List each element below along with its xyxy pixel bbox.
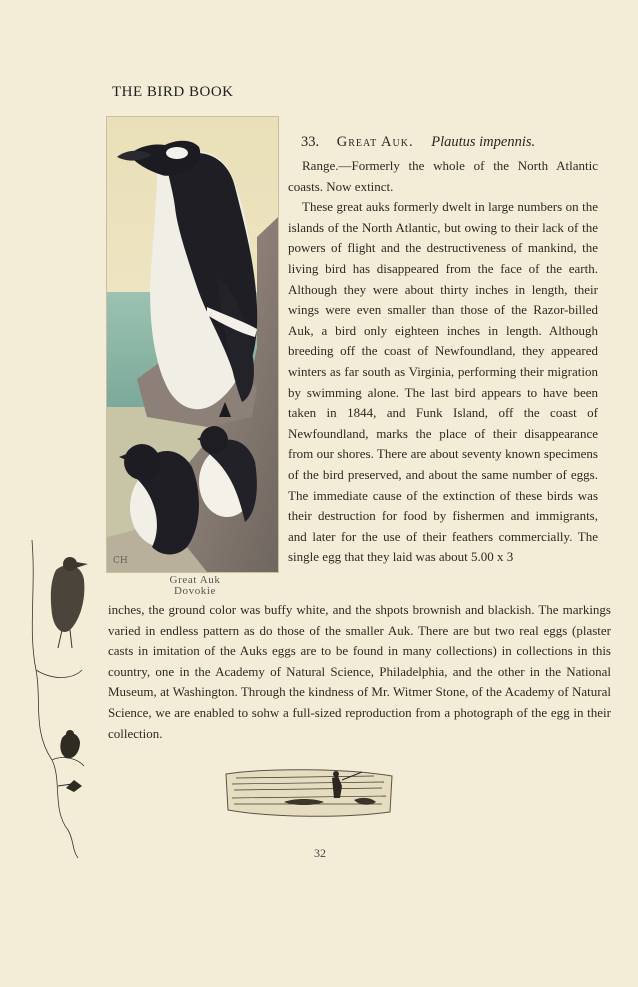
main-paragraph: These great auks formerly dwelt in large numbers on the islands of the North Atlantic, but owing to their lack of the powers of flight and the destructiveness of mankind, the living bird has disappeared from the face of the earth. Although they were about thirty inches in length, their wings were even smaller than those of the Razor-billed Auk, a bird only eighteen inches in length. Although breeding off the coast of Newfoundland, they appeared winters as far south as Virginia, performing their migration by swimming alone. The last bird appears to have been taken in 1844, and Funk Island, off the coast of Newfoundland, marks the place of their disappearance from our shores. There are about seventy known specimens of the bird preserved, and about the same number of eggs. The immediate cause of the extinction of these birds was their destruction for food by fishermen and immigrants, and later for the use of their feathers commercially. The single egg that they laid was about 5.00 x 3 bbox=[288, 199, 598, 565]
entry-number: 33. bbox=[301, 134, 320, 150]
margin-bird-sketch bbox=[22, 530, 100, 860]
perched-birds-sketch-icon bbox=[22, 530, 100, 860]
full-width-text bbox=[108, 600, 611, 744]
bird-plate-illustration bbox=[107, 117, 278, 572]
column-text bbox=[288, 156, 598, 568]
plate-caption bbox=[120, 575, 270, 597]
scientific-name: Plautus impennis. bbox=[431, 134, 536, 150]
caption-line-1: Great Auk bbox=[169, 574, 221, 586]
continuation-paragraph: inches, the ground color was buffy white, and the shpots brownish and blackish. The markings varied in endless pattern as do those of the smaller Auk. There are but two real eggs (plaster casts in imitation of the Auks eggs are to be found in many collections) in collections in this country, one in the Academy of Natural Science, Philadelphia, and the other in the National Museum, at Washington. Through the kindness of Mr. Witmer Stone, of the Academy of Natural Science, we are enabled to sohw a full-sized reproduction from a photograph of the egg in their collection. bbox=[108, 602, 611, 741]
svg-text:CH: CH bbox=[113, 556, 128, 566]
hunter-on-shore-icon bbox=[224, 764, 394, 820]
range-paragraph: Range.—Formerly the whole of the North Atlantic coasts. Now extinct. bbox=[288, 158, 598, 194]
great-auk-plate-icon bbox=[107, 117, 278, 572]
hunter-vignette bbox=[224, 764, 394, 820]
common-name: Great Auk. bbox=[336, 134, 414, 150]
caption-line-2: Dovokie bbox=[173, 585, 217, 597]
page-number: 32 bbox=[314, 846, 326, 860]
running-head: THE BIRD BOOK bbox=[112, 84, 234, 100]
entry-heading bbox=[301, 134, 601, 151]
